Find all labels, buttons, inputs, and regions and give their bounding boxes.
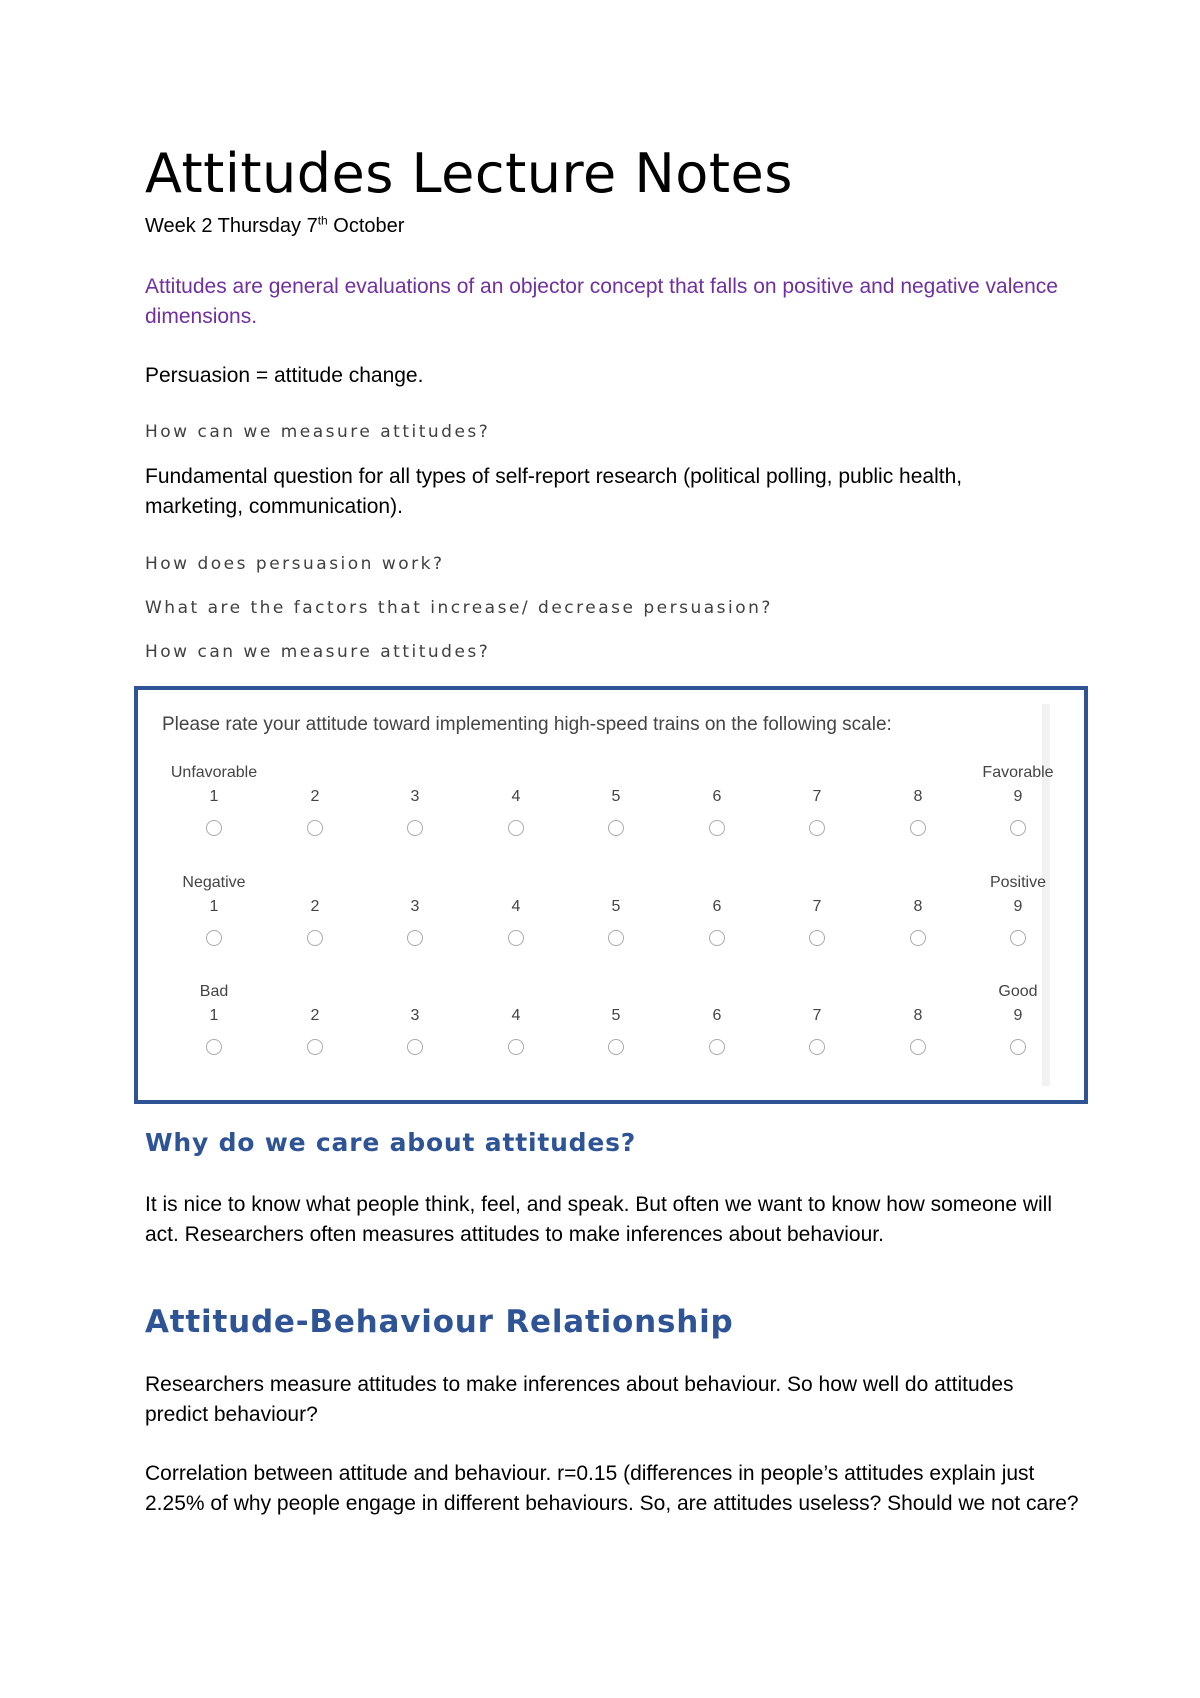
scale-low-anchor: Negative (182, 874, 246, 891)
radio-button[interactable] (709, 930, 725, 946)
scale-point (159, 762, 269, 836)
scale-point (963, 872, 1073, 946)
radio-button[interactable] (809, 930, 825, 946)
radio-button[interactable] (709, 1039, 725, 1055)
scale-number: 2 (310, 788, 320, 805)
lecture-date (145, 212, 404, 240)
survey-figure (134, 686, 1088, 1104)
heading-attitude-behaviour: Attitude-Behaviour Relationship (145, 1304, 734, 1340)
date-prefix: Week 2 Thursday 7 (145, 215, 318, 237)
scale-row-valence (138, 872, 1084, 972)
scale-number: 6 (712, 1007, 722, 1024)
scale-point (360, 762, 470, 836)
scale-point (159, 981, 269, 1055)
radio-button[interactable] (307, 930, 323, 946)
radio-button[interactable] (1010, 1039, 1026, 1055)
scale-point (662, 981, 772, 1055)
scale-point (662, 762, 772, 836)
scale-point (762, 981, 872, 1055)
radio-button[interactable] (206, 930, 222, 946)
scale-number: 7 (812, 898, 822, 915)
scale-row-favorability (138, 762, 1084, 862)
scale-number: 9 (1013, 788, 1023, 805)
question-persuasion-work: How does persuasion work? (145, 554, 445, 574)
radio-button[interactable] (608, 820, 624, 836)
scale-point (762, 872, 872, 946)
paragraph-relationship-intro: Researchers measure attitudes to make inferences about behaviour. So how well do attitudes predict behaviour? (145, 1373, 1014, 1426)
scale-point (260, 981, 370, 1055)
scale-number: 8 (913, 1007, 923, 1024)
scale-number: 8 (913, 898, 923, 915)
scale-point (863, 762, 973, 836)
radio-button[interactable] (910, 1039, 926, 1055)
scale-number: 7 (812, 788, 822, 805)
heading-why-care: Why do we care about attitudes? (145, 1128, 637, 1157)
date-suffix: October (327, 215, 405, 237)
persuasion-definition: Persuasion = attitude change. (145, 364, 424, 387)
scale-point (662, 872, 772, 946)
radio-button[interactable] (407, 930, 423, 946)
scale-point (260, 872, 370, 946)
scale-point (863, 872, 973, 946)
scale-point (762, 762, 872, 836)
scale-number: 1 (209, 788, 219, 805)
scale-point (159, 872, 269, 946)
radio-button[interactable] (407, 820, 423, 836)
radio-button[interactable] (910, 930, 926, 946)
scale-low-anchor: Unfavorable (170, 764, 258, 781)
attitude-definition: Attitudes are general evaluations of an objector concept that falls on positive and negative valence dimensions. (145, 275, 1058, 328)
scale-point (461, 762, 571, 836)
scale-high-anchor: Favorable (982, 764, 1054, 781)
scale-point (963, 762, 1073, 836)
scale-point (461, 981, 571, 1055)
scale-number: 9 (1013, 898, 1023, 915)
radio-button[interactable] (407, 1039, 423, 1055)
radio-button[interactable] (1010, 820, 1026, 836)
radio-button[interactable] (809, 1039, 825, 1055)
radio-button[interactable] (508, 930, 524, 946)
scale-number: 5 (611, 788, 621, 805)
radio-button[interactable] (709, 820, 725, 836)
scale-point (561, 762, 671, 836)
survey-question: Please rate your attitude toward implementing high-speed trains on the following scale: (162, 714, 892, 735)
scale-number: 3 (410, 898, 420, 915)
question-measure-attitudes-repeat: How can we measure attitudes? (145, 642, 491, 662)
scale-point (461, 872, 571, 946)
radio-button[interactable] (608, 930, 624, 946)
paragraph-correlation: Correlation between attitude and behaviour. r=0.15 (differences in people’s attitudes explain just 2.25% of why people engage in different behaviours. So, are attitudes useless? Should we not care? (145, 1462, 1079, 1515)
scale-row-goodness (138, 981, 1084, 1081)
radio-button[interactable] (206, 1039, 222, 1055)
scale-number: 4 (511, 898, 521, 915)
scale-point (360, 981, 470, 1055)
question-persuasion-factors: What are the factors that increase/ decrease persuasion? (145, 598, 773, 618)
scale-number: 4 (511, 1007, 521, 1024)
scale-number: 4 (511, 788, 521, 805)
fundamental-question-paragraph: Fundamental question for all types of self-report research (political polling, public health, marketing, communication). (145, 465, 963, 518)
scale-point (963, 981, 1073, 1055)
scale-number: 5 (611, 898, 621, 915)
paragraph-why-care: It is nice to know what people think, feel, and speak. But often we want to know how someone will act. Researchers often measures attitudes to make inferences about behaviour. (145, 1193, 1053, 1246)
scale-point (863, 981, 973, 1055)
scale-point (561, 981, 671, 1055)
scale-point (260, 762, 370, 836)
scale-number: 9 (1013, 1007, 1023, 1024)
radio-button[interactable] (508, 820, 524, 836)
scale-number: 1 (209, 1007, 219, 1024)
scale-high-anchor: Good (998, 983, 1038, 1000)
scale-number: 3 (410, 788, 420, 805)
scale-number: 8 (913, 788, 923, 805)
scale-number: 5 (611, 1007, 621, 1024)
radio-button[interactable] (910, 820, 926, 836)
radio-button[interactable] (307, 1039, 323, 1055)
radio-button[interactable] (809, 820, 825, 836)
radio-button[interactable] (608, 1039, 624, 1055)
radio-button[interactable] (307, 820, 323, 836)
scale-number: 3 (410, 1007, 420, 1024)
date-superscript: th (317, 213, 328, 228)
scale-number: 2 (310, 898, 320, 915)
radio-button[interactable] (508, 1039, 524, 1055)
scale-point (561, 872, 671, 946)
scale-low-anchor: Bad (199, 983, 229, 1000)
question-measure-attitudes: How can we measure attitudes? (145, 422, 491, 442)
scale-number: 7 (812, 1007, 822, 1024)
scale-number: 2 (310, 1007, 320, 1024)
document-title: Attitudes Lecture Notes (145, 142, 793, 205)
scale-high-anchor: Positive (989, 874, 1047, 891)
scale-number: 1 (209, 898, 219, 915)
radio-button[interactable] (1010, 930, 1026, 946)
scale-number: 6 (712, 788, 722, 805)
scale-number: 6 (712, 898, 722, 915)
scale-point (360, 872, 470, 946)
radio-button[interactable] (206, 820, 222, 836)
